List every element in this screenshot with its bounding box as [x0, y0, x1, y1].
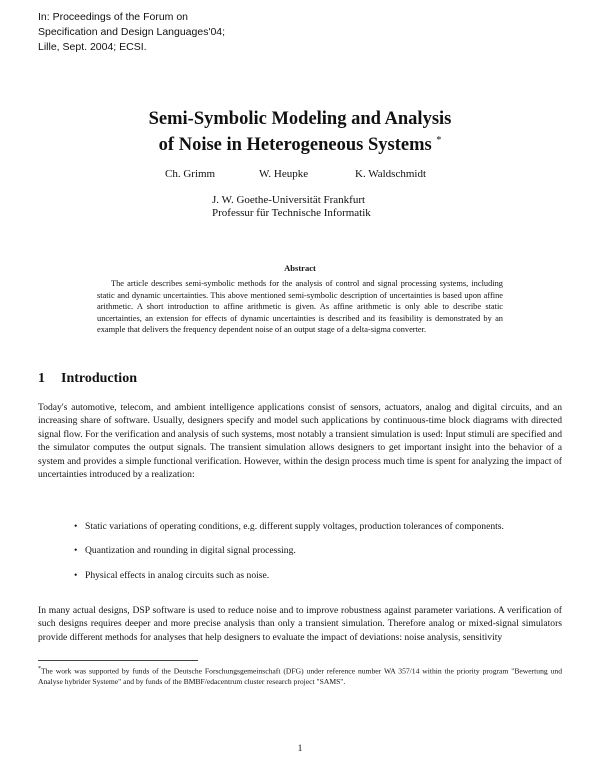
page-number: 1	[297, 743, 303, 754]
section-heading	[38, 371, 137, 387]
title-line-2	[0, 130, 600, 156]
affiliation	[212, 194, 371, 220]
intro-paragraph-1: Today's automotive, telecom, and ambient intelligence applications consist of sensors, actuators, analog and digital circuits, and an increasing share of software. Usually, designers specify and model such applications by continuous-time block diagrams with directed signal flow. For the verification and analysis of such systems, most notably a transient simulation is used: Input stimuli are specified and the simulator computes the output signals. The transient simulation allows designers to get important insight into the behavior of a system and provides a simple functional verification. However, within the design process much time is spent for analyzing the impact of uncertainties introduced by a realization:	[38, 402, 563, 481]
affiliation-line-2: Professur für Technische Informatik	[212, 207, 371, 219]
author-name: K. Waldschmidt	[355, 168, 427, 180]
list-item	[74, 520, 562, 533]
list-item-text: Quantization and rounding in digital signal processing.	[85, 545, 296, 557]
bullet-icon: •	[74, 569, 78, 581]
title-footnote-mark: *	[436, 135, 442, 146]
intro-paragraph-2: In many actual designs, DSP software is used to reduce noise and to improve robustness against parameter variations. A verification of such designs requires deeper and more precise analysis than only a transient simulation. Therefore analog or mixed-signal simulators provide different methods for analyses that help designers to evaluate the impact of deviations: noise analysis, sensitivity	[38, 605, 562, 643]
footnote	[38, 664, 562, 687]
footnote-text: The work was supported by funds of the Deutsche Forschungsgemeinschaft (DFG) under reference number WA 357/14 within the priority program "Bewertung und Analyse hybrider Systeme" and by funds of the BMBF/edacentrum cluster research project "SAMS".	[38, 666, 562, 686]
section-title: Introduction	[61, 371, 137, 386]
list-item	[74, 569, 562, 582]
abstract-heading: Abstract	[284, 263, 316, 273]
bullet-icon: •	[74, 521, 78, 532]
uncertainty-list	[74, 520, 562, 593]
author-name: W. Heupke	[259, 168, 309, 180]
citation-line: Specification and Design Languages'04;	[38, 26, 226, 38]
list-item-text: Physical effects in analog circuits such as noise.	[85, 569, 270, 581]
author-name: Ch. Grimm	[165, 168, 216, 180]
citation-line: Lille, Sept. 2004; ECSI.	[38, 41, 147, 53]
list-item-text: Static variations of operating conditions, e.g. different supply voltages, production tolerances of components.	[85, 521, 504, 532]
paper-title	[0, 108, 600, 156]
section-number: 1	[38, 371, 45, 386]
footnote-mark: *	[38, 666, 41, 672]
citation-block	[38, 10, 338, 55]
list-item	[74, 544, 562, 557]
abstract-text: The article describes semi-symbolic methods for the analysis of control and signal processing systems, including static and dynamic uncertainties. This above mentioned semi-symbolic description of uncertainties is based upon affine arithmetic. A short introduction to affine arithmetic is given. As affine arithmetic is only able to describe static uncertainties, an extension for effects of dynamic uncertainties is described and its feasibility is demonstrated by an example that delivers the frequency dependent noise of an output stage of a delta-sigma converter.	[97, 279, 503, 335]
title-line-1: Semi-Symbolic Modeling and Analysis	[148, 109, 452, 129]
bullet-icon: •	[74, 545, 78, 557]
footnote-divider	[38, 660, 198, 661]
citation-line: In: Proceedings of the Forum on	[38, 11, 188, 23]
affiliation-line-1: J. W. Goethe-Universität Frankfurt	[212, 194, 366, 206]
title-line-2-text: of Noise in Heterogeneous Systems	[158, 135, 432, 155]
